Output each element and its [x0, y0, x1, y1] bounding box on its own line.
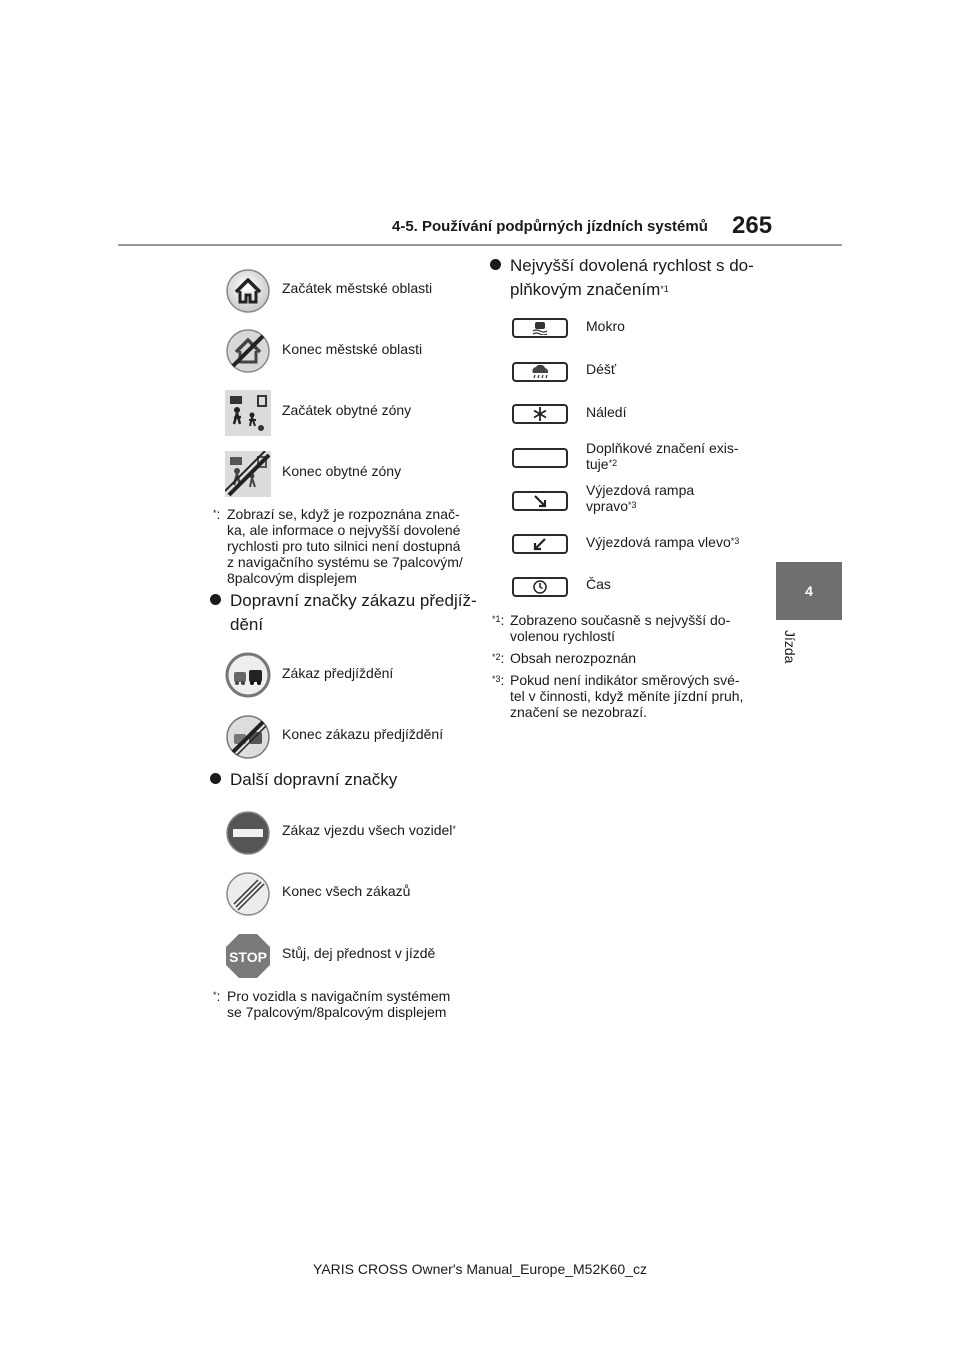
- section-bullet: Další dopravní značky: [210, 768, 397, 792]
- no-entry-icon: [225, 810, 271, 856]
- section-bullet: Nejvyšší dovolená rychlost s do- plňkovým značením$^{*1}$: [490, 254, 754, 302]
- sign-label: Zákaz předjíždění: [282, 665, 394, 681]
- sign-label: Konec obytné zóny: [282, 463, 402, 479]
- item-label: Doplňkové značení exis- tuje$^{*2}$: [586, 440, 739, 472]
- arrow-down-right-icon: [512, 491, 568, 511]
- footnote: *: Zobrazí se, když je rozpoznána znač- ka, ale informace o nejvyšší dovolené rychlosti pro tuto silnici není dostupná z navigačního systému se 7palcovým/ 8palcovým displejem: [213, 506, 463, 586]
- blank-panel-icon: [512, 448, 568, 468]
- town-end-icon: [225, 328, 271, 374]
- item-label: Mokro: [586, 318, 625, 334]
- item-label: Výjezdová rampa vlevo$^{*3}$: [586, 534, 740, 550]
- header-divider: [118, 244, 842, 246]
- footnote: $^{*3}$: Pokud není indikátor směrových své- tel v činnosti, když měníte jízdní pruh, značení se nezobrazí.: [492, 672, 744, 720]
- no-overtaking-icon: [225, 652, 271, 698]
- bullet-icon: [210, 773, 221, 784]
- page-number: 265: [732, 212, 773, 239]
- item-label: Výjezdová rampa vpravo$^{*3}$: [586, 482, 695, 514]
- item-label: Čas: [586, 576, 611, 592]
- bullet-icon: [210, 594, 221, 605]
- section-bullet: Dopravní značky zákazu předjíž- dění: [210, 589, 477, 637]
- snowflake-icon: [512, 404, 568, 424]
- end-all-restrictions-icon: [225, 871, 271, 917]
- residential-zone-start-icon: [225, 390, 271, 436]
- chapter-tab-label: Jízda: [782, 630, 798, 664]
- arrow-down-left-icon: [512, 534, 568, 554]
- sign-label: Konec zákazu předjíždění: [282, 726, 444, 742]
- item-label: Náledí: [586, 404, 627, 420]
- end-no-overtaking-icon: [225, 714, 271, 760]
- svg-text:STOP: STOP: [229, 949, 267, 965]
- sign-label: Zákaz vjezdu všech vozidel*: [282, 822, 456, 838]
- sign-label: Konec všech zákazů: [282, 883, 411, 899]
- clock-icon: [512, 577, 568, 597]
- wet-road-icon: [512, 318, 568, 338]
- residential-zone-end-icon: [225, 451, 271, 497]
- sign-label: Konec městské oblasti: [282, 341, 423, 357]
- footer-text: YARIS CROSS Owner's Manual_Europe_M52K60_cz: [313, 1261, 647, 1277]
- stop-sign-icon: [225, 933, 271, 979]
- sign-label: Začátek městské oblasti: [282, 280, 433, 296]
- footnote: $^{*1}$: Zobrazeno současně s nejvyšší do- volenou rychlostí: [492, 612, 731, 644]
- chapter-tab-number: 4: [776, 562, 842, 620]
- footnote: $^{*2}$: Obsah nerozpoznán: [492, 650, 637, 666]
- rain-cloud-icon: [512, 362, 568, 382]
- sign-label: Začátek obytné zóny: [282, 402, 412, 418]
- section-title: 4-5. Používání podpůrných jízdních systémů: [392, 218, 708, 235]
- item-label: Déšť: [586, 361, 617, 377]
- bullet-icon: [490, 259, 501, 270]
- footnote: *: Pro vozidla s navigačním systémem se 7palcovým/8palcovým displejem: [213, 988, 451, 1020]
- sign-label: Stůj, dej přednost v jízdě: [282, 945, 436, 961]
- town-start-icon: [225, 268, 271, 314]
